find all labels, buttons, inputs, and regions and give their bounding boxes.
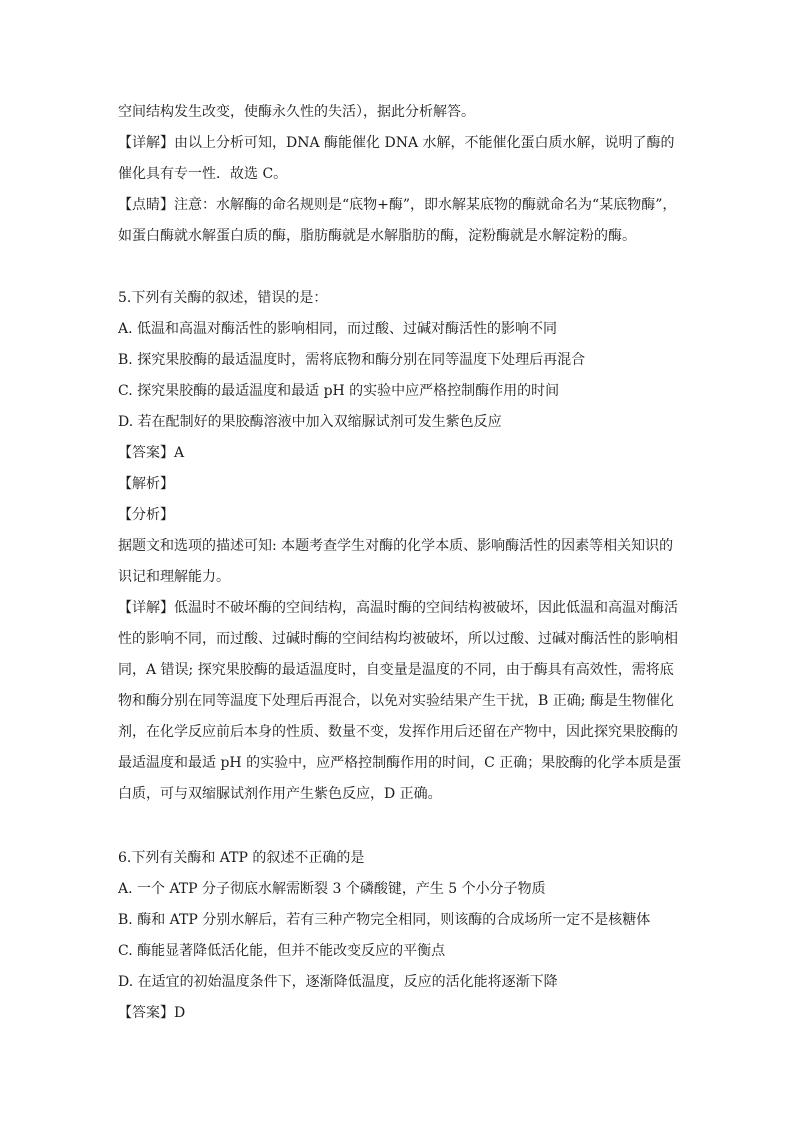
- q6-option-b: B. 酶和 ATP 分别水解后，若有三种产物完全相同，则该酶的合成场所一定不是核糖体: [118, 912, 651, 928]
- q6-option-d: D. 在适宜的初始温度条件下，逐渐降低温度，反应的活化能将逐渐下降: [118, 974, 558, 990]
- q6-answer: 【答案】D: [118, 1005, 186, 1021]
- q6-option-c: C. 酶能显著降低活化能，但并不能改变反应的平衡点: [118, 943, 446, 959]
- q5-detail-line: 物和酶分别在同等温度下处理后再混合，以免对实验结果产生干扰，B 正确; 酶是生物催化: [118, 693, 674, 709]
- q5-analysis-heading: 【解析】: [118, 476, 174, 492]
- q4-detail-line: 催化具有专一性．故选 C。: [118, 166, 288, 182]
- q5-detail-line: 【详解】低温时不破坏酶的空间结构，高温时酶的空间结构被破坏，因此低温和高温对酶活: [118, 600, 678, 616]
- q6-option-a: A. 一个 ATP 分子彻底水解需断裂 3 个磷酸键，产生 5 个小分子物质: [118, 881, 546, 897]
- q5-detail-line: 剂，在化学反应前后本身的性质、数量不变，发挥作用后还留在产物中，因此探究果胶酶的: [118, 724, 678, 740]
- q5-detail-line: 白质，可与双缩脲试剂作用产生紫色反应，D 正确。: [118, 786, 442, 802]
- q5-fenxi-line: 据题文和选项的描述可知: 本题考查学生对酶的化学本质、影响酶活性的因素等相关知识的: [118, 538, 674, 554]
- q5-option-b: B. 探究果胶酶的最适温度时，需将底物和酶分别在同等温度下处理后再混合: [118, 352, 586, 368]
- q5-detail-line: 性的影响不同，而过酸、过碱时酶的空间结构均被破坏，所以过酸、过碱对酶活性的影响相: [118, 631, 678, 647]
- q4-comment-line: 【点睛】注意：水解酶的命名规则是“底物+酶”，即水解某底物的酶就命名为“某底物酶”，: [118, 197, 677, 213]
- q5-option-d: D. 若在配制好的果胶酶溶液中加入双缩脲试剂可发生紫色反应: [118, 414, 502, 430]
- q6-stem: 6.下列有关酶和 ATP 的叙述不正确的是: [118, 850, 365, 866]
- q4-comment-line: 如蛋白酶就水解蛋白质的酶，脂肪酶就是水解脂肪的酶，淀粉酶就是水解淀粉的酶。: [118, 228, 636, 244]
- q4-detail-line: 【详解】由以上分析可知，DNA 酶能催化 DNA 水解，不能催化蛋白质水解，说明了酶的: [118, 135, 675, 151]
- q5-fenxi-line: 识记和理解能力。: [118, 569, 230, 585]
- q5-answer: 【答案】A: [118, 445, 185, 461]
- q5-detail-line: 最适温度和最适 pH 的实验中，应严格控制酶作用的时间，C 正确；果胶酶的化学本质是蛋: [118, 755, 682, 771]
- q5-option-c: C. 探究果胶酶的最适温度和最适 pH 的实验中应严格控制酶作用的时间: [118, 383, 560, 399]
- q5-stem: 5.下列有关酶的叙述，错误的是：: [118, 290, 328, 306]
- q5-detail-line: 同，A 错误; 探究果胶酶的最适温度时，自变量是温度的不同，由于酶具有高效性，需将底: [118, 662, 674, 678]
- q4-text-line: 空间结构发生改变，使酶永久性的失活），据此分析解答。: [118, 104, 475, 120]
- q5-fenxi-heading: 【分析】: [118, 507, 174, 523]
- q5-option-a: A. 低温和高温对酶活性的影响相同，而过酸、过碱对酶活性的影响不同: [118, 321, 558, 337]
